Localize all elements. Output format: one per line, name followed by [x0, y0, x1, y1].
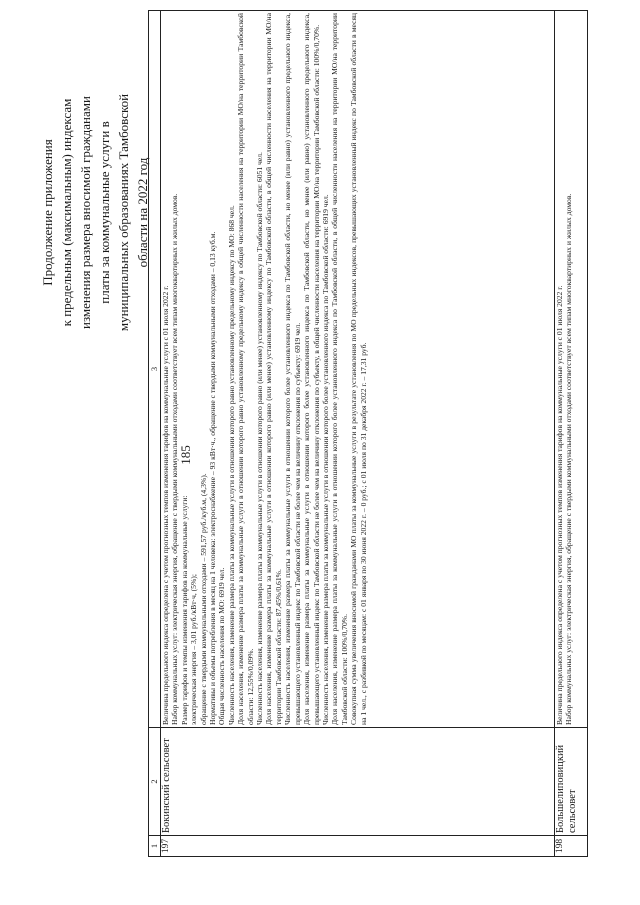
- description-line: Величина предельного индекса определена с учетом прогнозных темпов изменения тарифов на коммунальные услуги с 01 июля 2022 г.: [555, 285, 564, 725]
- table-row: [161, 11, 555, 857]
- description-line: Нормативы и объемы потребления в месяц на 1 человека: электроснабжение – 93 кВт·ч., обращение с твердыми коммунальными отходами – 0,13 куб.м.: [208, 231, 218, 725]
- description-line: электрическая энергия – 3,01 руб./кВт·ч, (5%);: [189, 574, 199, 725]
- description-line: Численность населения, изменение размера платы за коммунальные услуги в отношении которого более установленного индекса по Тамбовской области: 6919 чел.: [320, 194, 330, 725]
- table-row: [555, 11, 588, 857]
- row-description: [161, 11, 555, 728]
- description-line: Доля населения, изменение размера платы за коммунальные услуги в отношении которого более установленного индекса по Тамбовской области, но менее (или равно) установленного предельного индекса, превышающего установленный индекс по Тамбовской области не более чем на величину отклонения по субъекту, в общей численности населения на территории МО/на территории Тамбовской области: 100%/0,70%.: [302, 13, 321, 725]
- description-line: Доля населения, изменение размера платы за коммунальные услуги в отношении которого равно установленному предельному индексу в общей численности населения на территории МО/на территории Тамбовской области: 12,55%/0,09%.: [236, 13, 255, 725]
- heading-line: муниципальных образованиях Тамбовской: [116, 93, 131, 332]
- description-line: Общая численность населения по МО: 6919 чел.: [217, 567, 227, 725]
- table-header-row: [149, 11, 161, 857]
- heading-line: платы за коммунальные услуги в: [97, 121, 112, 304]
- column-header-municipality: 2: [149, 728, 161, 836]
- column-header-number: 1: [149, 836, 161, 857]
- description-line: Численность населения, изменение размера платы за коммунальные услуги в отношении которого более установленного индекса по Тамбовской области, но менее (или равно) установленного предельного индекса, превышающего установленный индекс по Тамбовской области не более чем на величину отклонения по субъекту: 6919 чел.: [283, 13, 302, 725]
- tariff-index-table: [148, 10, 588, 857]
- heading-line: Продолжение приложения: [40, 139, 55, 286]
- description-line: Набор коммунальных услуг: электрическая энергия, обращение с твердыми коммунальными отходами соответствует всем типам многоквартирных и жилых домов.: [564, 193, 574, 725]
- column-header-description: 3: [149, 11, 161, 728]
- description-line: Величина предельного индекса определена с учетом прогнозных темпов изменения тарифов на коммунальные услуги с 01 июля 2022 г.: [161, 285, 170, 725]
- description-line: Численность населения, изменение размера платы за коммунальные услуги в отношении которого равно (или менее) установленному индексу по Тамбовской области: 6051 чел.: [255, 152, 265, 725]
- heading-line: изменения размера вносимой гражданами: [78, 96, 93, 329]
- description-line: Размер тарифов и темпы изменения тарифов на коммунальные услуги:: [179, 495, 189, 725]
- row-number: 197: [161, 836, 555, 857]
- page-number: 185: [178, 445, 193, 465]
- row-description: [555, 11, 588, 728]
- description-line: Доля населения, изменение размера платы за коммунальные услуги в отношении которого равно (или менее) установленному индексу по Тамбовской области, в общей численности населения на территории МО/на территории Тамбовской области: 87,45%/0,61%.: [264, 13, 283, 725]
- description-line: Совокупная сумма увеличения вносимой гражданами МО платы за коммунальные услуги в результате установления по МО предельных индексов, превышающих установленный индекс по Тамбовской области в месяц на 1 чел., с разбивкой по месяцам: с 01 января по 30 июня 2022 г. – 0 руб.; с 01 июля по 31 декабря 2022 г. – 17,31 руб.: [349, 13, 368, 725]
- appendix-heading: [38, 35, 152, 390]
- description-line: обращение с твердыми коммунальными отходами – 591,57 руб./куб.м, (4,3%).: [198, 473, 208, 725]
- heading-line: области на 2022 год: [135, 157, 150, 268]
- description-line: Доля населения, изменение размера платы за коммунальные услуги в отношении которого более установленного индекса по Тамбовской области, в общей численности населения на территории МО/на территории Тамбовской области: 100%/0,70%.: [330, 13, 349, 725]
- description-line: Набор коммунальных услуг: электрическая энергия, обращение с твердыми коммунальными отходами соответствует всем типам многоквартирных и жилых домов.: [170, 193, 180, 725]
- municipality-name: Бокинский сельсовет: [161, 728, 555, 836]
- municipality-name: Большелиповицкий сельсовет: [555, 728, 588, 836]
- row-number: 198: [555, 836, 588, 857]
- description-line: Численность населения, изменение размера платы за коммунальные услуги в отношении которого равно установленному предельному индексу по МО: 868 чел.: [226, 205, 236, 725]
- heading-line: к предельным (максимальным) индексам: [59, 98, 74, 327]
